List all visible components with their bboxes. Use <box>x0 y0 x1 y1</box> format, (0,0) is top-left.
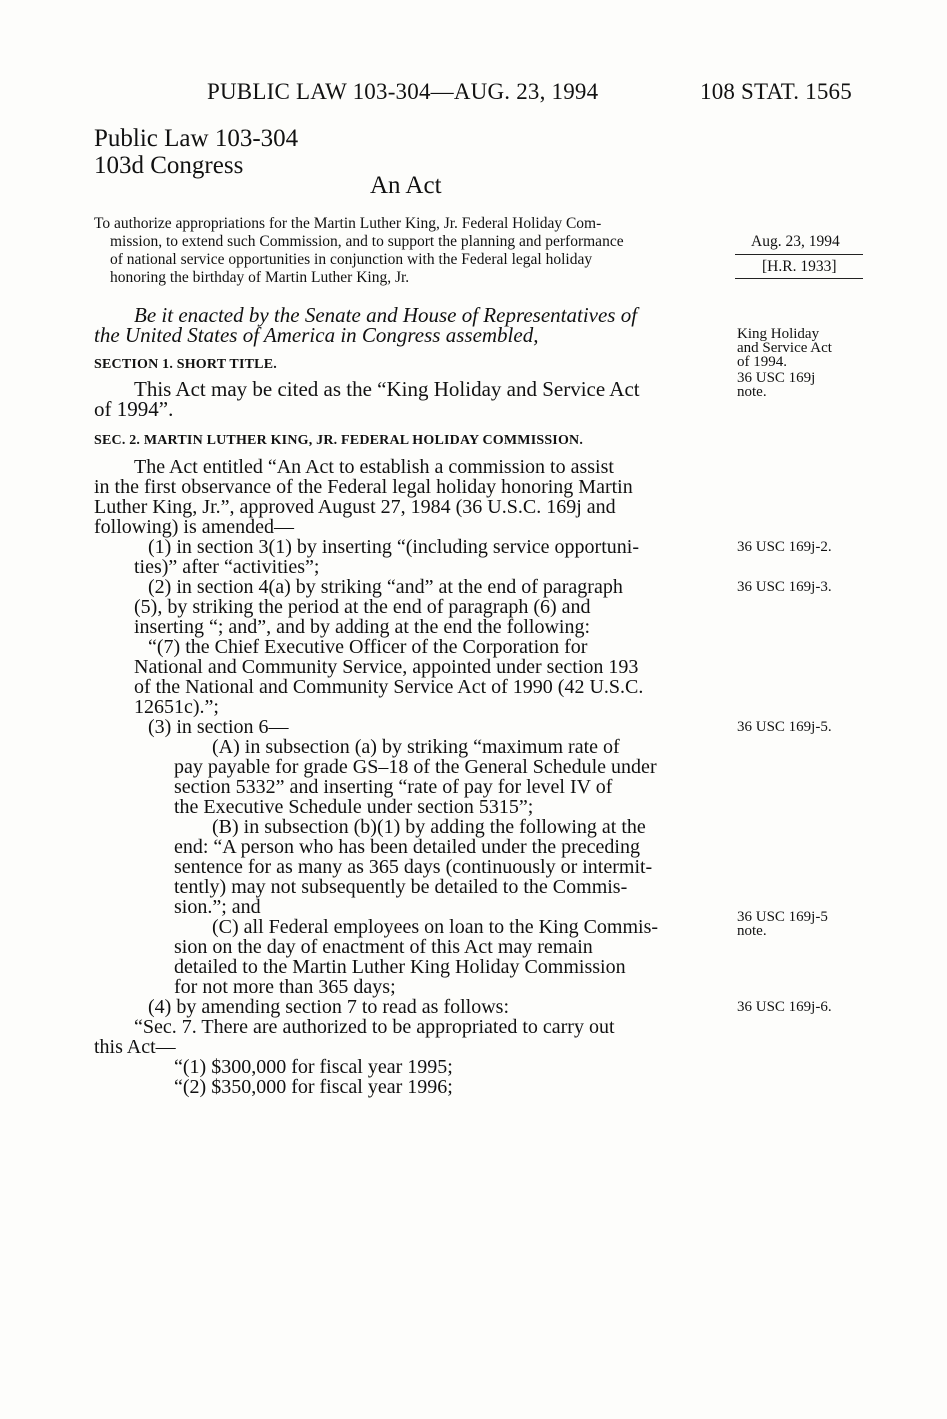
margin-bill: [H.R. 1933] <box>762 258 837 275</box>
margin-short-title: King Holiday <box>737 326 820 342</box>
body-line: 12651c).”; <box>134 696 219 718</box>
purpose-line: To authorize appropriations for the Martin Luther King, Jr. Federal Holiday Com- <box>94 215 602 232</box>
body-line: (2) in section 4(a) by striking “and” at the end of paragraph <box>148 576 623 598</box>
margin-note: 36 USC 169j-3. <box>737 579 832 595</box>
body-line: in the first observance of the Federal legal holiday honoring Martin <box>94 476 633 498</box>
margin-note: 36 USC 169j-5 <box>737 909 828 925</box>
act-title: An Act <box>370 172 442 199</box>
body-line: “(2) $350,000 for fiscal year 1996; <box>174 1076 453 1098</box>
body-line: following) is amended— <box>94 516 294 538</box>
margin-note: 36 USC 169j-2. <box>737 539 832 555</box>
law-number: Public Law 103-304 <box>94 125 299 152</box>
body-line: (C) all Federal employees on loan to the King Commis- <box>212 916 659 938</box>
body-line: Luther King, Jr.”, approved August 27, 1984 (36 U.S.C. 169j and <box>94 496 616 518</box>
margin-usc-note: note. <box>737 384 767 400</box>
body-line: the Executive Schedule under section 5315”; <box>174 796 534 818</box>
section-line: This Act may be cited as the “King Holiday and Service Act <box>134 377 640 401</box>
section-line: of 1994”. <box>94 397 174 421</box>
purpose-line: honoring the birthday of Martin Luther King, Jr. <box>110 269 410 286</box>
body-line: sion on the day of enactment of this Act may remain <box>174 936 593 958</box>
body-line: sion.”; and <box>174 896 261 918</box>
body-line: The Act entitled “An Act to establish a commission to assist <box>134 456 614 478</box>
purpose-line: mission, to extend such Commission, and to support the planning and performance <box>110 233 624 250</box>
body-line: (A) in subsection (a) by striking “maximum rate of <box>212 736 620 758</box>
body-line: “Sec. 7. There are authorized to be appropriated to carry out <box>134 1016 615 1038</box>
section-heading: SEC. 2. MARTIN LUTHER KING, JR. FEDERAL HOLIDAY COMMISSION. <box>94 433 584 448</box>
margin-note: 36 USC 169j-5. <box>737 719 832 735</box>
body-line: (1) in section 3(1) by inserting “(including service opportuni- <box>148 536 639 558</box>
body-line: (4) by amending section 7 to read as follows: <box>148 996 510 1018</box>
margin-rule <box>735 278 863 279</box>
body-line: “(1) $300,000 for fiscal year 1995; <box>174 1056 453 1078</box>
body-line: detailed to the Martin Luther King Holiday Commission <box>174 956 626 978</box>
body-line: section 5332” and inserting “rate of pay for level IV of <box>174 776 613 798</box>
enacting-line: Be it enacted by the Senate and House of Representatives of <box>134 303 638 327</box>
body-line: (3) in section 6— <box>148 716 289 738</box>
body-line: for not more than 365 days; <box>174 976 396 998</box>
body-line: tently) may not subsequently be detailed to the Commis- <box>174 876 628 898</box>
margin-note: note. <box>737 923 767 939</box>
body-line: end: “A person who has been detailed under the preceding <box>174 836 640 858</box>
section-heading: SECTION 1. SHORT TITLE. <box>94 357 277 372</box>
body-line: “(7) the Chief Executive Officer of the Corporation for <box>148 636 588 658</box>
purpose-line: of national service opportunities in conjunction with the Federal legal holiday <box>110 251 593 268</box>
body-line: National and Community Service, appointed under section 193 <box>134 656 639 678</box>
body-line: sentence for as many as 365 days (continuously or intermit- <box>174 856 653 878</box>
body-line: this Act— <box>94 1036 176 1058</box>
body-line: pay payable for grade GS–18 of the General Schedule under <box>174 756 657 778</box>
body-line: (5), by striking the period at the end of paragraph (6) and <box>134 596 591 618</box>
margin-usc-note: 36 USC 169j <box>737 370 816 386</box>
margin-short-title: and Service Act <box>737 340 832 356</box>
congress: 103d Congress <box>94 152 244 179</box>
running-header: PUBLIC LAW 103-304—AUG. 23, 1994 <box>207 79 599 104</box>
margin-short-title: of 1994. <box>737 354 787 370</box>
body-line: inserting “; and”, and by adding at the end the following: <box>134 616 590 638</box>
margin-rule <box>735 254 863 255</box>
margin-date: Aug. 23, 1994 <box>751 233 840 250</box>
body-line: (B) in subsection (b)(1) by adding the following at the <box>212 816 646 838</box>
margin-note: 36 USC 169j-6. <box>737 999 832 1015</box>
enacting-line: the United States of America in Congress assembled, <box>94 323 539 347</box>
statute-page-number: 108 STAT. 1565 <box>700 79 852 104</box>
body-line: of the National and Community Service Act of 1990 (42 U.S.C. <box>134 676 644 698</box>
body-line: ties)” after “activities”; <box>134 556 320 578</box>
